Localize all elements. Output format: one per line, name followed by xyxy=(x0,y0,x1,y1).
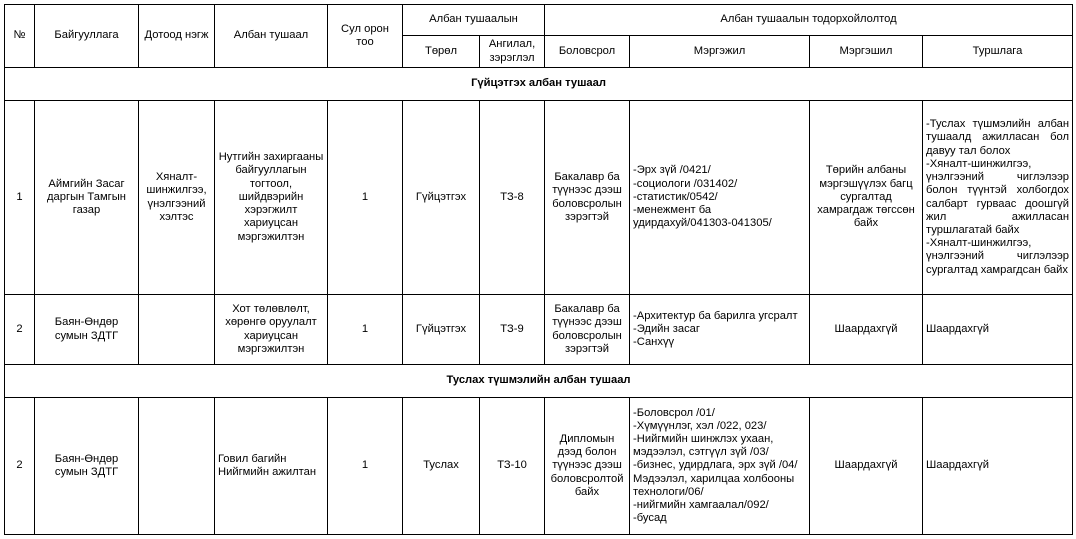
cell-experience: -Туслах түшмэлийн албан тушаалд ажилласан бол давуу тал болох -Хяналт-шинжилгээ, үнэлгээний чиглэлээр болон түүнтэй холбогдох салбарт гурваас доошгүй жил ажилласан туршлагатай байх -Хяналт-шинжилгээ, үнэлгээний чиглэлээр сургалтад хамрагдсан байх xyxy=(923,101,1073,295)
cell-org: Баян-Өндөр сумын ЗДТГ xyxy=(35,295,139,365)
header-profession: Мэргэжил xyxy=(630,36,810,68)
cell-qualification: Төрийн албаны мэргэшүүлэх багц сургалтад хамрагдаж төгссөн байх xyxy=(810,101,923,295)
cell-rank: ТЗ-8 xyxy=(480,101,545,295)
cell-unit xyxy=(139,295,215,365)
cell-education: Бакалавр ба түүнээс дээш боловсролын зэрэгтэй xyxy=(545,295,630,365)
table-row xyxy=(5,101,1073,295)
header-qualification: Мэргэшил xyxy=(810,36,923,68)
cell-rank: ТЗ-9 xyxy=(480,295,545,365)
header-no: № xyxy=(5,5,35,68)
cell-no: 2 xyxy=(5,295,35,365)
cell-vacancies: 1 xyxy=(328,101,403,295)
cell-type: Туслах xyxy=(403,398,480,535)
cell-qualification: Шаардахгүй xyxy=(810,398,923,535)
header-position-group: Албан тушаалын xyxy=(403,5,545,36)
header-experience: Туршлага xyxy=(923,36,1073,68)
cell-rank: ТЗ-10 xyxy=(480,398,545,535)
cell-profession: -Архитектур ба барилга угсралт -Эдийн засаг -Санхүү xyxy=(630,295,810,365)
header-rank: Ангилал, зэрэглэл xyxy=(480,36,545,68)
cell-profession: -Эрх зүй /0421/ -социологи /031402/ -статистик/0542/ -менежмент ба удирдахуй/041303-041305/ xyxy=(630,101,810,295)
vacancy-table xyxy=(4,4,1073,535)
header-org: Байгууллага xyxy=(35,5,139,68)
cell-org: Баян-Өндөр сумын ЗДТГ xyxy=(35,398,139,535)
cell-vacancies: 1 xyxy=(328,295,403,365)
cell-position: Хот төлөвлөлт, хөрөнгө оруулалт хариуцсан мэргэжилтэн xyxy=(215,295,328,365)
header-row-1 xyxy=(5,5,1073,36)
header-details-group: Албан тушаалын тодорхойлолтод xyxy=(545,5,1073,36)
cell-no: 1 xyxy=(5,101,35,295)
cell-type: Гүйцэтгэх xyxy=(403,295,480,365)
section-row xyxy=(5,68,1073,101)
cell-position: Нутгийн захиргааны байгууллагын тогтоол, шийдвэрийн хэрэгжилт хариуцсан мэргэжилтэн xyxy=(215,101,328,295)
cell-type: Гүйцэтгэх xyxy=(403,101,480,295)
table-row xyxy=(5,398,1073,535)
cell-no: 2 xyxy=(5,398,35,535)
header-vacancies: Сул орон тоо xyxy=(328,5,403,68)
cell-position: Говил багийн Нийгмийн ажилтан xyxy=(215,398,328,535)
cell-unit: Хяналт-шинжилгээ, үнэлгээний хэлтэс xyxy=(139,101,215,295)
section-title: Гүйцэтгэх албан тушаал xyxy=(5,68,1073,101)
cell-profession: -Боловсрол /01/ -Хүмүүнлэг, хэл /022, 023/ -Нийгмийн шинжлэх ухаан, мэдээлэл, сэтгүүл зүй /03/ -бизнес, удирдлага, эрх зүй /04/ Мэдээлэл, харилцаа холбооны технологи/06/ -нийгмийн хамгаалал/092/ -бусад xyxy=(630,398,810,535)
cell-education: Бакалавр ба түүнээс дээш боловсролын зэрэгтэй xyxy=(545,101,630,295)
header-position: Албан тушаал xyxy=(215,5,328,68)
cell-vacancies: 1 xyxy=(328,398,403,535)
cell-unit xyxy=(139,398,215,535)
cell-experience: Шаардахгүй xyxy=(923,295,1073,365)
header-education: Боловсрол xyxy=(545,36,630,68)
header-type: Төрөл xyxy=(403,36,480,68)
section-title: Туслах түшмэлийн албан тушаал xyxy=(5,365,1073,398)
cell-education: Дипломын дээд болон түүнээс дээш боловсролтой байх xyxy=(545,398,630,535)
cell-qualification: Шаардахгүй xyxy=(810,295,923,365)
table-row xyxy=(5,295,1073,365)
cell-org: Аймгийн Засаг даргын Тамгын газар xyxy=(35,101,139,295)
section-row xyxy=(5,365,1073,398)
header-unit: Дотоод нэгж xyxy=(139,5,215,68)
cell-experience: Шаардахгүй xyxy=(923,398,1073,535)
